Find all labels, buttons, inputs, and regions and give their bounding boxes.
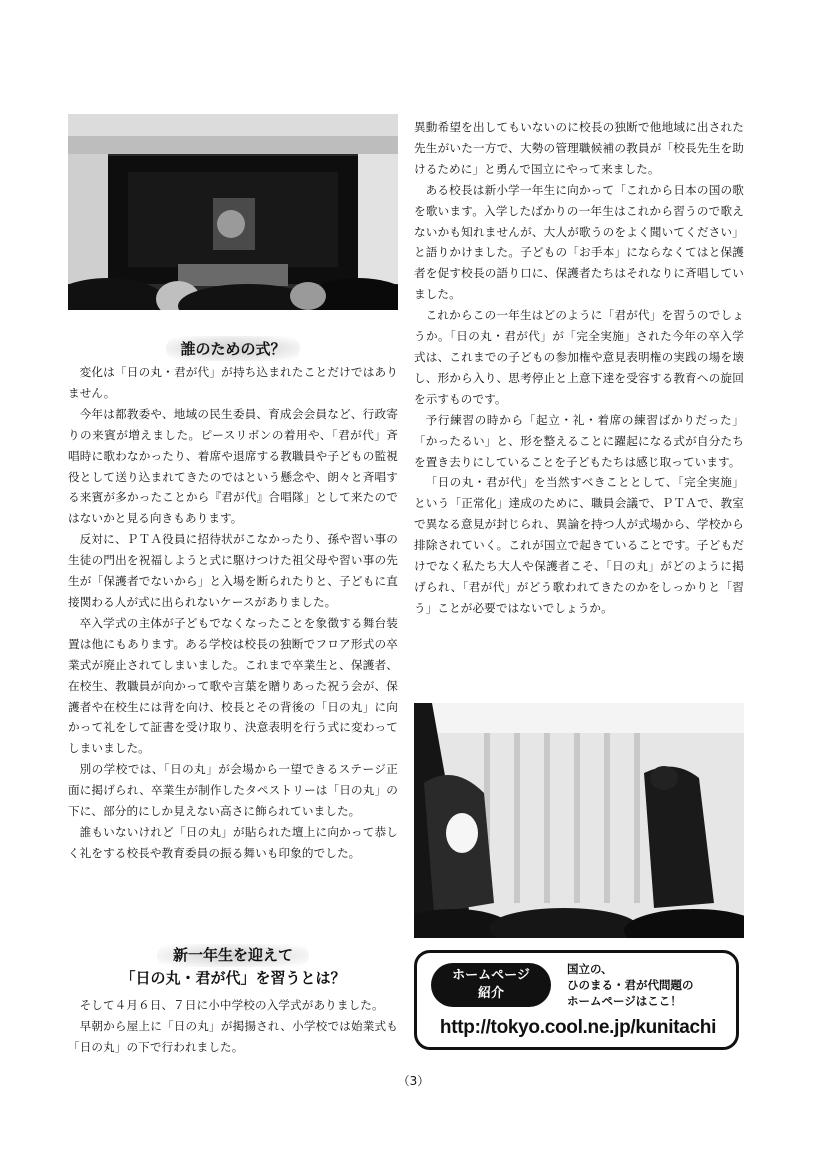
homepage-url-link[interactable]: http://tokyo.cool.ne.jp/kunitachi [439, 1017, 717, 1038]
homepage-note: 国立の、 ひのまる・君が代問題の ホームページはここ！ [567, 962, 694, 1008]
paragraph: 今年は都教委や、地域の民生委員、育成会会員など、行政寄りの来賓が増えました。ピースリボンの着用や、「君が代」斉唱時に歌わなかったり、着席や退席する教職員や子どもの監視役として送り込まれてきたのではという懸念や、朗々と斉唱する来賓が多かったことから『君が代』合唱隊」として来たのではないかと見る向きもあります。 [68, 406, 398, 526]
paragraph: 変化は「日の丸・君が代」が持ち込まれたことだけではありません。 [68, 365, 398, 400]
paragraph: そして４月６日、７日に小中学校の入学式がありました。 [79, 998, 384, 1012]
homepage-badge: ホームページ 紹介 [431, 963, 551, 1007]
paragraph: ある校長は新小学一年生に向かって「これから日本の国の歌を歌います。入学したばかりの一年生はこれから習うので歌えないかも知れませんが、大人が歌うのをよく聞いてください」と語りかけました。子どもの「お手本」にならなくてはと保護者を促す校長の語り口に、保護者たちはそれなりに斉唱していました。 [414, 182, 744, 302]
paragraph-continuation: 異動希望を出してもいないのに校長の独断で他地域に出された先生がいた一方で、大勢の管理職候補の教員が「校長先生を助けるために」と勇んで国立にやって来ました。 [414, 120, 744, 176]
heading-line-2: 「日の丸・君が代」を習うとは？ [120, 969, 346, 987]
paragraph: 予行練習の時から「起立・礼・着席の練習ばかりだった」「かったるい」と、形を整えることに躍起になる式が自分たちを置き去りにしていることを子どもたちは感じ取っています。 [414, 412, 744, 469]
section2-body [68, 995, 398, 1058]
heading-line-1: 新一年生を迎えて [157, 944, 309, 967]
bowing-at-flag-photo [414, 703, 744, 938]
page-number: （3） [397, 1074, 430, 1088]
paragraph: 反対に、ＰＴＡ役員に招待状がこなかったり、孫や習い事の生徒の門出を祝福しようと式に駆けつけた祖父母や習い事の先生が「保護者でないから」と入場を断られたりと、子どもに直接関わる人が式に出られないケースがありました。 [68, 532, 398, 609]
paragraph: これからこの一年生はどのように「君が代」を習うのでしょうか。「日の丸・君が代」が「完全実施」された今年の卒入学式は、これまでの子どもの参加権や意見表明権の実践の場を壊し、形から入り、思考停止と上意下達を受容する教育への旋回を示すものです。 [414, 308, 744, 406]
paragraph: 別の学校では、「日の丸」が会場から一望できるステージ正面に掲げられ、卒業生が制作したタペストリーは「日の丸」の下に、部分的にしか見えない高さに飾られていました。 [68, 762, 398, 819]
paragraph: 早朝から屋上に「日の丸」が掲揚され、小学校では始業式も「日の丸」の下で行われました。 [68, 1018, 398, 1054]
homepage-intro-box [414, 950, 739, 1050]
paragraph: 誰もいないけれど「日の丸」が貼られた壇上に向かって恭しく礼をする校長や教育委員の振る舞いも印象的でした。 [68, 824, 398, 860]
section-heading-whose-ceremony: 誰のための式？ [68, 336, 398, 361]
paragraph: 「日の丸・君が代」を当然すべきこととして、「完全実施」という「正常化」達成のために、職員会議で、ＰＴＡで、教室で異なる意見が封じられ、異論を持つ人が式場から、学校から排除されていく。これが国立で起きていることです。子どもだけでなく私たち大人や保護者こそ、「日の丸」がどのように掲げられ、「君が代」がどう歌われてきたのかをしっかりと「習う」ことが必要ではないでしょうか。 [414, 475, 744, 615]
section1-body [68, 362, 398, 864]
section3-body [414, 117, 744, 619]
section-heading-new-first-graders [68, 944, 398, 990]
ceremony-stage-photo [68, 114, 398, 310]
paragraph: 卒入学式の主体が子どもでなくなったことを象徴する舞台装置は他にもあります。ある学校は校長の独断でフロア形式の卒業式が廃止されてしまいました。これまで卒業生と、保護者、在校生、教職員が向かって歌や言葉を贈りあった祝う会が、保護者や在校生には背を向け、校長とその背後の「日の丸」に向かって礼をして証書を受け取り、決意表明を行う式に変わってしまいました。 [68, 615, 398, 756]
